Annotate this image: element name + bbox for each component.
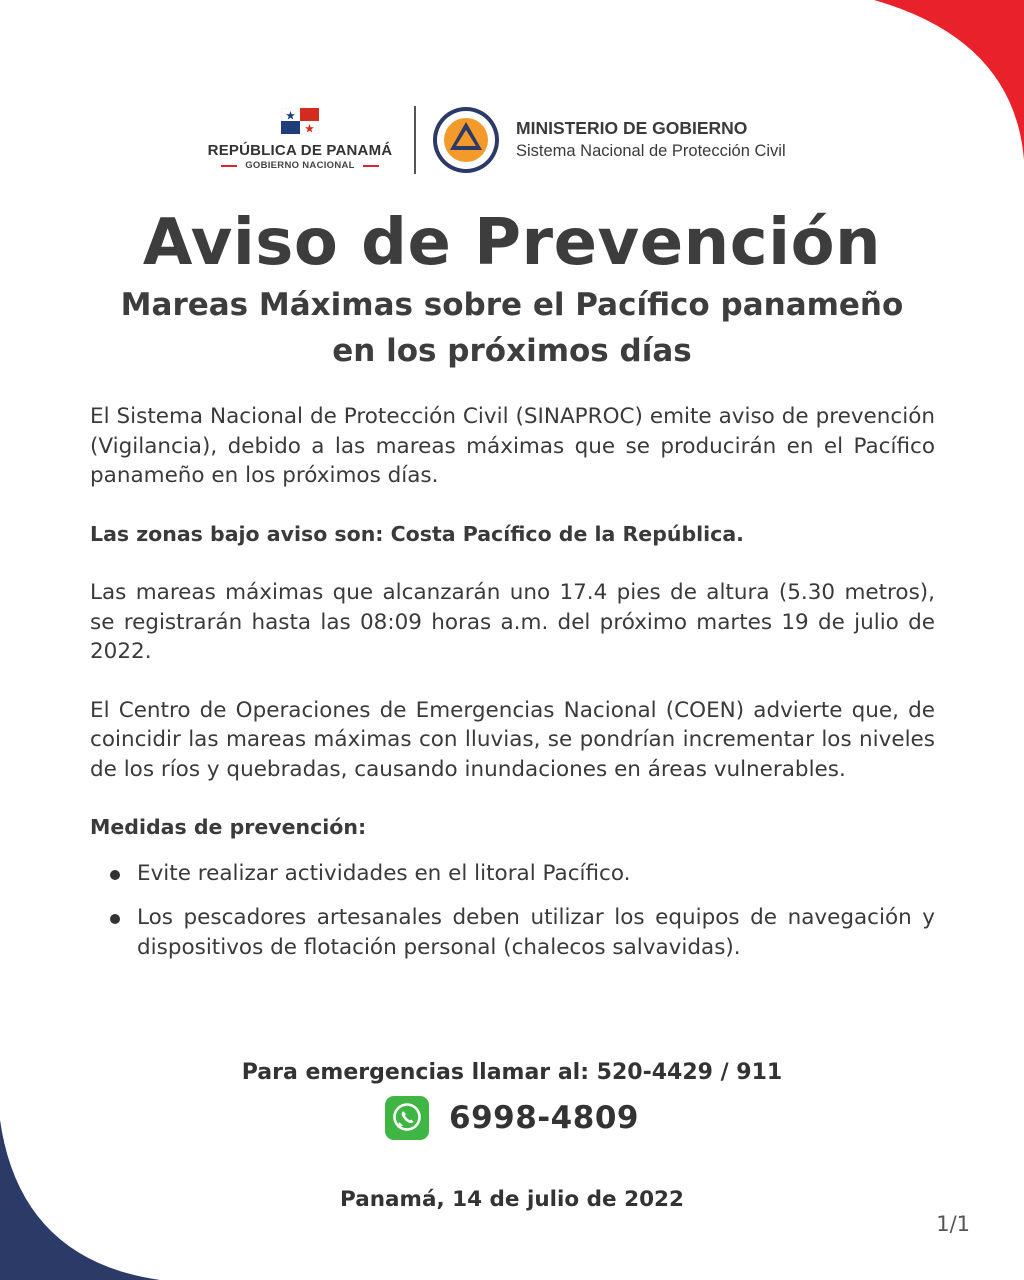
header (0, 104, 1024, 176)
intro-paragraph: El Sistema Nacional de Protección Civil (SINAPROC) emite aviso de prevención (Vigilancia), debido a las mareas máximas que se producirán en el Pacífico panameño en los próximos días. (90, 404, 935, 488)
subtitle-line-1: Mareas Máximas sobre el Pacífico panameño (120, 287, 904, 323)
agency-name: Sistema Nacional de Protección Civil (516, 142, 786, 160)
page-number: 1/1 (936, 1212, 970, 1236)
measure-text: Los pescadores artesanales deben utilizar los equipos de navegación y dispositivos de flotación personal (chalecos salvavidas). (137, 905, 935, 960)
issue-date: Panamá, 14 de julio de 2022 (340, 1187, 684, 1212)
header-divider (414, 106, 416, 174)
whatsapp-icon (385, 1096, 429, 1140)
whatsapp-contact (0, 1096, 1024, 1140)
country-name: REPÚBLICA DE PANAMÁ (207, 142, 393, 159)
bullet-icon (110, 870, 120, 880)
whatsapp-number: 6998-4809 (449, 1100, 639, 1136)
tides-paragraph: Las mareas máximas que alcanzarán uno 17.4 pies de altura (5.30 metros), se registrarán hasta las 08:09 horas a.m. del próximo martes 19 de julio de 2022. (90, 580, 935, 664)
page-title: Aviso de Prevención (142, 206, 882, 280)
sinaproc-seal-icon (432, 106, 500, 174)
page-subtitle (0, 282, 1024, 374)
government-row (200, 160, 400, 171)
coen-paragraph: El Centro de Operaciones de Emergencias Nacional (COEN) advierte que, de coincidir las mareas máximas con lluvias, se pondrían incrementar los niveles de los ríos y quebradas, causando inundaciones en áreas vulnerables. (90, 697, 935, 782)
red-rule-left (221, 165, 237, 167)
panama-flag-icon (281, 108, 319, 134)
bullet-icon (110, 914, 120, 924)
measures-heading: Medidas de prevención: (90, 815, 367, 839)
list-item (90, 903, 935, 962)
list-item (90, 859, 935, 889)
subtitle-line-2: en los próximos días (332, 333, 692, 369)
measures-list (90, 859, 935, 963)
notice-body (90, 402, 935, 977)
measure-text: Evite realizar actividades en el litoral Pacífico. (137, 860, 631, 886)
emergency-phone: Para emergencias llamar al: 520-4429 / 911 (241, 1060, 783, 1085)
ministry-name: MINISTERIO DE GOBIERNO (516, 118, 748, 138)
government-label: GOBIERNO NACIONAL (245, 160, 355, 171)
red-rule-right (363, 165, 379, 167)
republica-logo (200, 104, 400, 171)
zones-paragraph: Las zonas bajo aviso son: Costa Pacífico de la República. (90, 521, 744, 546)
ministry-block (516, 118, 786, 161)
